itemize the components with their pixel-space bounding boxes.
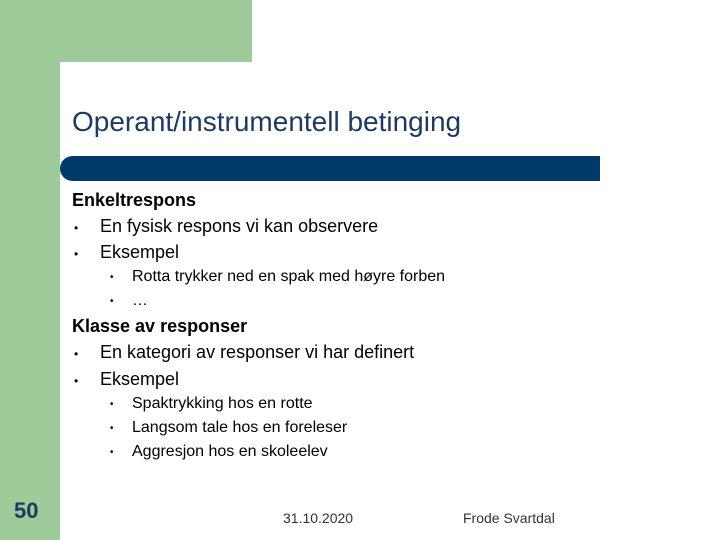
bullet-marker: • <box>74 347 79 361</box>
title-underline-bar <box>60 156 600 181</box>
decor-rounded-corner <box>60 62 100 102</box>
sub-bullet-marker: • <box>110 272 114 283</box>
slide-number: 50 <box>14 498 39 523</box>
section-heading-klasse: Klasse av responser <box>72 316 248 336</box>
sub-bullet-item: Aggresjon hos en skoleelev <box>132 443 328 460</box>
sub-bullet-item: … <box>132 292 148 309</box>
footer-date: 31.10.2020 <box>283 510 354 526</box>
section-heading-enkeltrespons: Enkeltrespons <box>72 190 197 210</box>
bullet-marker: • <box>74 221 79 235</box>
sub-bullet-item: Rotta trykker ned en spak med høyre forben <box>132 268 446 285</box>
bullet-marker: • <box>74 374 79 388</box>
bullet-item: Eksempel <box>100 369 180 389</box>
bullet-item: Eksempel <box>100 242 180 262</box>
sub-bullet-marker: • <box>110 447 114 458</box>
bullet-marker: • <box>74 247 79 261</box>
sub-bullet-marker: • <box>110 296 114 307</box>
slide-title: Operant/instrumentell betinging <box>72 106 462 137</box>
decor-left-green-strip <box>0 0 60 540</box>
footer-author: Frode Svartdal <box>463 510 555 526</box>
bullet-item: En fysisk respons vi kan observere <box>100 216 379 236</box>
bullet-item: En kategori av responser vi har definert <box>100 342 415 362</box>
sub-bullet-item: Langsom tale hos en foreleser <box>132 419 348 436</box>
sub-bullet-marker: • <box>110 399 114 410</box>
sub-bullet-marker: • <box>110 423 114 434</box>
sub-bullet-item: Spaktrykking hos en rotte <box>132 395 313 412</box>
